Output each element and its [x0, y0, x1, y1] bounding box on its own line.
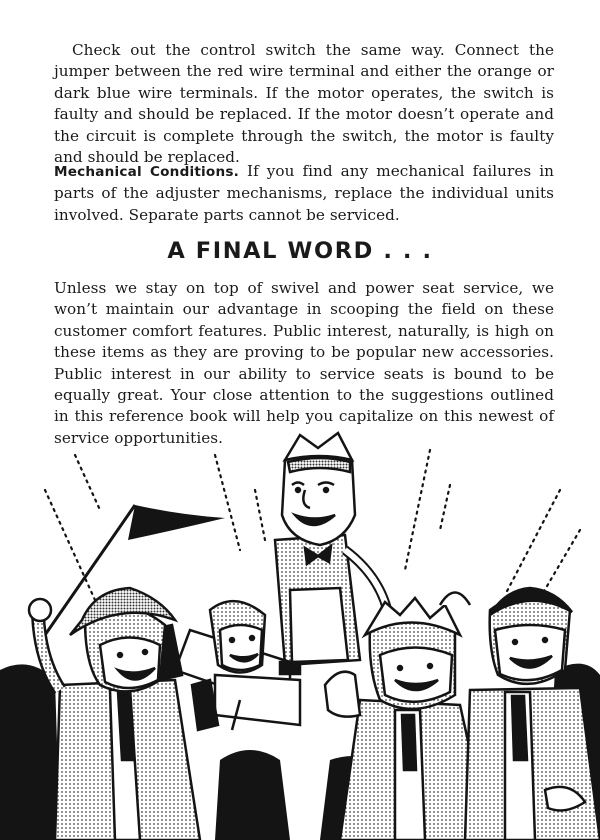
celebration-illustration: [0, 430, 600, 840]
run-in-heading: Mechanical Conditions.: [54, 164, 239, 180]
middle-left-man: [210, 601, 265, 672]
paragraph-mechanical-conditions: [54, 161, 554, 226]
section-heading: A FINAL WORD . . .: [167, 238, 433, 264]
paragraph-mechanical-body: If you find any mechanical failures in parts of the adjuster mechanisms, replace the individual units involved. Separate parts cannot be serviced.: [54, 162, 554, 224]
far-right-man: [465, 588, 600, 840]
paragraph-control-switch: Check out the control switch the same way. Connect the jumper between the red wire terminal and either the orange or dark blue wire terminals. If the motor operates, the switch is faulty and should be replaced. If the motor doesn’t operate and the circuit is complete through the switch, the motor is faulty and should be replaced.: [54, 41, 554, 167]
crowd-silhouette: [0, 664, 60, 840]
paragraph-final-word: Unless we stay on top of swivel and power seat service, we won’t maintain our advantage in scooping the field on these customer comfort features. Public interest, naturally, is high on these items as they are proving to be popular new accessories. Public interest in our ability to service seats is bound to be equally great. Your close attention to the suggestions outlined in this reference book will help you capitalize on this newest of service opportunities.: [54, 279, 554, 447]
